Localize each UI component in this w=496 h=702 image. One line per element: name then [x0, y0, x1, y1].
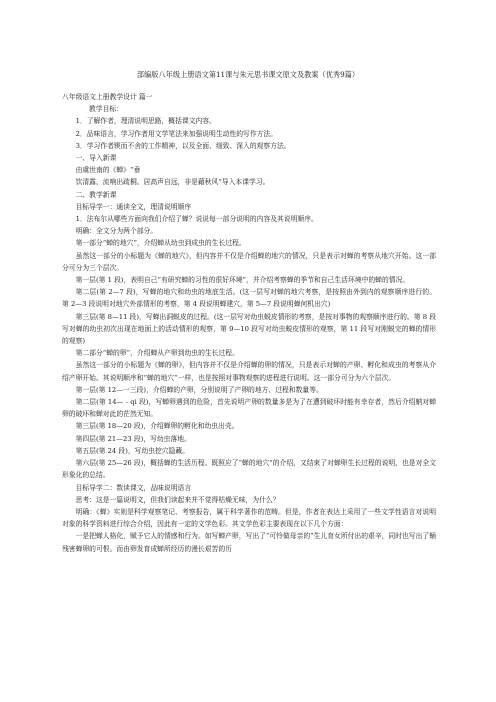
paragraph: 明确：全文分为两个部分。 — [75, 227, 158, 236]
paragraph: 第二层(第 2—7 段)，写蝉的地穴和幼虫的地底生活。(这一层写对蝉的地穴考察，是按照由外到内的观察顺序进行的。第 2—3 段说明对地穴外部情形的考察，第 4 段说明蝉建穴，第 5—7 段说明蝉何机出穴) — [62, 288, 436, 309]
paragraph: 第六层(第 25—26 段)，概括蝉的生活历程。既照应了“蝉的地穴”的介绍，又结束了对蝉卵生长过程的说明，也是对全文形象化的总结。 — [62, 459, 436, 480]
paragraph: 明确：《蝉》实则是科学观察笔记、考察报告，属于科学著作的范畴。但是，作者在表达上采用了一些文学性语言对说明对象的科学资料进行综合介绍，因此有一定的文学色彩。其文学色彩主要表现在以下几个方面： — [62, 507, 436, 529]
paragraph: 第一层(第 1 段)，表明自己“有研究蝉的习性的很好环境”，并介绍考察蝉的季节和自己生活环境中的蝉的情况。 — [75, 276, 410, 285]
paragraph: 第二层(第 14—﹣qi 段)，写蝉卵遇到的危险，首先说明产卵的数量多是为了在遭到破坏时能有幸存者，然后介绍蚋对蝉卵的破坏和蝉对此的茫然无知。 — [62, 398, 436, 419]
paragraph: 目标导学二：数读课文，品味说明语言 — [75, 483, 192, 492]
document-title: 部编版八年级上册语文第11课与朱元思书课文原文及教案（优秀9篇） — [136, 70, 360, 79]
paragraph: 一是把蝉人格化，赋予它人的情感和行为。如写蝉产卵，写出了“可怜做母亲的”生儿育女所付出的艰辛，同时也写出了蛹残害蝉卵的可恨。而由卵发育成蝉所经历的漫长艰苦的历 — [62, 532, 436, 553]
paragraph: 3．学习作者锲而不舍的工作精神，以及全面、细致、深入的观察方法。 — [75, 141, 291, 150]
paragraph: 2．品味语言，学习作者用文学笔法来加强说明生动性的写作方法。 — [75, 129, 278, 138]
paragraph: 1．法布尔从哪些方面向我们介绍了蝉？说说每一部分说明的内容及其说明顺序。 — [75, 215, 318, 224]
paragraph: 第四层(第 21—23 段)，写幼虫落地。 — [75, 434, 191, 443]
paragraph: 虽然这一部分的小标题为《蝉的地穴》，但内容并不仅是介绍蝉的地穴的情况，只是表示对蝉的考察从地穴开始。这一部分可分为三个层次。 — [62, 251, 436, 272]
paragraph: 第二部分“蝉的卵”，介绍蝉从产卵到幼虫的生长过程。 — [75, 349, 239, 358]
paragraph: 虽然这一部分的小标题为《蝉的卵》，但内容并不仅是介绍蝉的卵的情况，只是表示对蝉的产卵、孵化和成虫的考察从介绍产卵开始。其说明顺序和“蝉的地穴”一样，也是按照对事物观察的进程进行说明。这一部分可分为六个层次。 — [62, 361, 436, 382]
paragraph: 第一部分“蝉的地穴”，介绍蝉从幼虫到成虫的生长过程。 — [75, 239, 246, 248]
paragraph: 第三层(第 18—20 段)，介绍蝉卵的孵化和幼虫出壳。 — [75, 422, 239, 431]
paragraph: 思考：这是一篇说明文，但我们读起来并不觉得枯燥无味，为什么？ — [75, 495, 280, 504]
paragraph: 教学目标： — [89, 105, 123, 114]
paragraph: 饮清露，流响出疏桐。居高声自远，非是藉秋风”导入本课学习。 — [75, 178, 270, 187]
paragraph: 一、导入新课 — [75, 154, 117, 163]
paragraph: 第三层(第 8—11 段)，写蝉出洞蜕皮的过程。(这一层写对幼虫蜕皮情形的考察，是按对事物的观察顺序进行的。第 8 段写对蝉的幼虫初次出现在地面上的活动情形的观察，第 9—10 段写对幼虫蜕皮情形的观察，第 11 段写对刚蜕完的蝉的情形的观察) — [62, 312, 436, 346]
paragraph: 第一层(第 12—一三段)，介绍蝉的产卵，分别说明了产卵的地方、过程和数量等。 — [75, 385, 323, 394]
document-body — [62, 91, 436, 555]
paragraph: 八年级语文上册教学设计 篇一 — [62, 93, 153, 101]
paragraph: 1．了解作者，理清说明思路，概括课文内容。 — [75, 117, 216, 126]
paragraph: 由虞世南的《蝉》“垂 — [75, 166, 141, 175]
paragraph: 目标导学一：通读全文，理清说明顺序 — [75, 202, 192, 211]
paragraph: 二、教学新课 — [75, 190, 117, 199]
paragraph: 第五层(第 24 段)，写幼虫挖穴隐藏。 — [75, 446, 190, 455]
